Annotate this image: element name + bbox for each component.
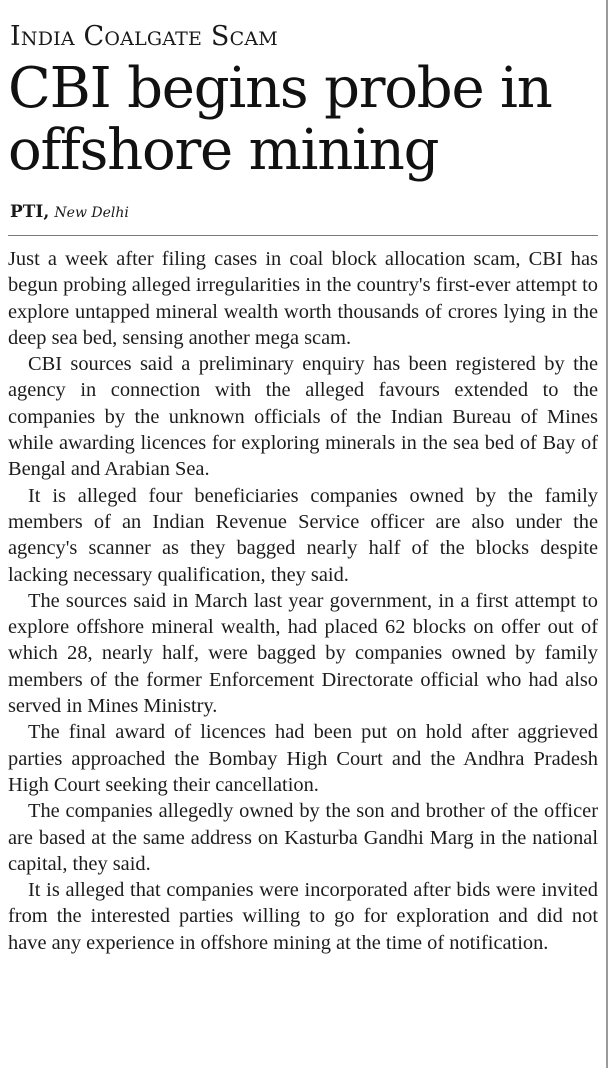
byline-agency: PTI, — [10, 202, 50, 222]
article-byline — [10, 202, 598, 223]
article-headline: CBI begins probe in offshore mining — [8, 56, 552, 183]
byline-place: New Delhi — [54, 205, 129, 221]
article-body — [8, 246, 598, 956]
article-paragraph: Just a week after filing cases in coal block allocation scam, CBI has begun probing alleged irregularities in the country's first-ever attempt to explore untapped mineral wealth worth thousands of crores lying in the deep sea bed, sensing another mega scam. — [8, 248, 598, 349]
byline-divider — [8, 235, 598, 236]
article-paragraph: CBI sources said a preliminary enquiry has been registered by the agency in connection with the alleged favours extended to the companies by the unknown officials of the Indian Bureau of Mines while awarding licences for exploring minerals in the sea bed of Bay of Bengal and Arabian Sea. — [8, 353, 598, 481]
article-paragraph: The final award of licences had been put on hold after aggrieved parties approached the Bombay High Court and the Andhra Pradesh High Court seeking their cancellation. — [8, 721, 598, 796]
column-edge-line — [606, 0, 608, 1068]
article-kicker: India Coalgate Scam — [10, 21, 278, 52]
article-paragraph: It is alleged four beneficiaries companies owned by the family members of an Indian Revenue Service officer are also under the agency's scanner as they bagged nearly half of the blocks despite lacking necessary qualification, they said. — [8, 484, 598, 586]
article-paragraph: It is alleged that companies were incorporated after bids were invited from the interested parties willing to go for exploration and did not have any experience in offshore mining at the time of notification. — [8, 879, 598, 954]
article-paragraph: The sources said in March last year government, in a first attempt to explore offshore mineral wealth, had placed 62 blocks on offer out of which 28, nearly half, were bagged by companies owned by family members of the former Enforcement Directorate official who had also served in Mines Ministry. — [8, 589, 598, 718]
article-paragraph: The companies allegedly owned by the son and brother of the officer are based at the same address on Kasturba Gandhi Marg in the national capital, they said. — [8, 800, 598, 875]
news-article — [8, 20, 598, 956]
